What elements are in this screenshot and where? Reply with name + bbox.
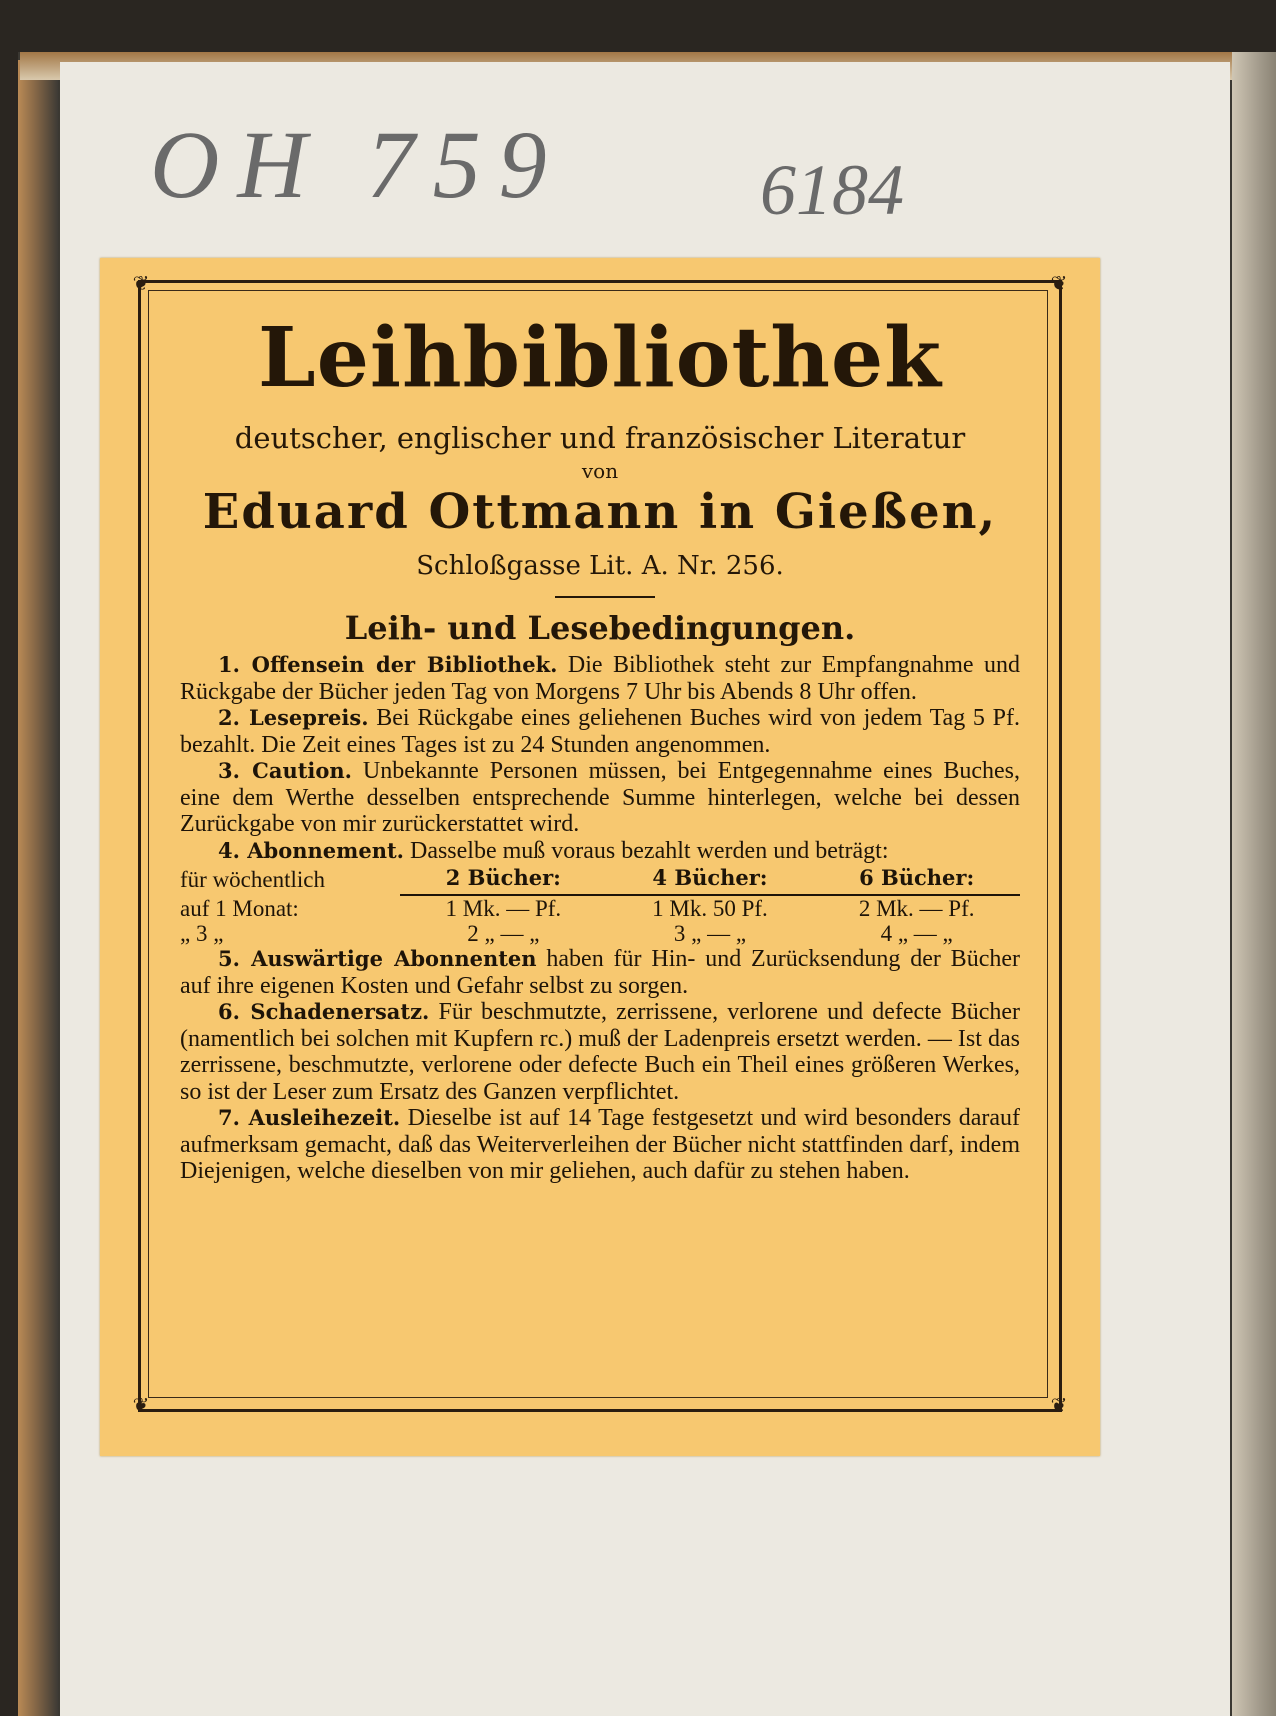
pencil-number: 6184 xyxy=(760,150,904,230)
clause-heading: 4. Abonnement. xyxy=(218,837,404,863)
table-cell: 1 Mk. — Pf. xyxy=(445,896,562,921)
clause-heading: 3. Caution. xyxy=(218,758,352,783)
table-header-cell: 6 Bücher: xyxy=(813,864,1020,895)
clause-2 xyxy=(180,705,1020,758)
label-owner: Eduard Ottmann in Gießen, xyxy=(202,484,998,540)
clause-heading: 6. Schadenersatz. xyxy=(218,999,430,1024)
table-row xyxy=(180,921,1020,946)
clause-1 xyxy=(180,652,1020,705)
corner-ornament-icon: ❦ xyxy=(1050,271,1068,295)
subscription-price-table xyxy=(180,864,1020,946)
spine-edge-right xyxy=(1232,52,1276,1716)
clause-text: Die Bibliothek steht zur Empfangnahme und Rückgabe der Bücher jeden Tag von Morgens 7 Uhr bis Abends 8 Uhr offen. xyxy=(180,652,1021,705)
corner-ornament-icon: ❦ xyxy=(132,1393,150,1417)
clause-heading: 5. Auswärtige Abonnenten xyxy=(218,946,537,971)
table-cell: 1 Mk. 50 Pf. xyxy=(652,896,768,921)
label-address: Schloßgasse Lit. A. Nr. 256. xyxy=(416,551,784,581)
pencil-shelfmark: OH 759 xyxy=(150,111,565,218)
clause-4 xyxy=(180,838,1020,865)
clause-heading: 2. Lesepreis. xyxy=(218,705,369,730)
clause-text: Unbekannte Personen müssen, bei Entgegennahme eines Buches, eine dem Werthe desselben entsprechende Summe hinterlegen, welche bei dessen Zurückgabe von mir zurückerstattet wird. xyxy=(180,758,1021,837)
conditions-body xyxy=(180,652,1020,1185)
clause-6 xyxy=(180,999,1020,1105)
table-header-cell: für wöchentlich xyxy=(180,867,325,892)
divider xyxy=(555,596,655,598)
library-label xyxy=(100,258,1100,1456)
corner-ornament-icon: ❦ xyxy=(1050,1393,1068,1417)
corner-ornament-icon: ❦ xyxy=(132,271,150,295)
table-cell: „ 3 „ xyxy=(180,921,224,946)
table-cell: 4 „ — „ xyxy=(880,921,953,946)
conditions-title: Leih- und Lesebedingungen. xyxy=(344,609,856,647)
table-cell: 2 Mk. — Pf. xyxy=(858,896,975,921)
table-header-cell: 4 Bücher: xyxy=(607,864,814,895)
clause-text: Für beschmutzte, zerrissene, verlorene und defecte Bücher (namentlich bei solchen mit Kupfern rc.) muß der Ladenpreis ersetzt werden. — Ist das zerrissene, beschmutzte, verlorene oder defecte Buch ein Theil eines größeren Werkes, so ist der Leser zum Ersatz des Ganzen verpflichtet. xyxy=(180,999,1021,1105)
clause-text: Bei Rückgabe eines geliehenen Buches wird von jedem Tag 5 Pf. bezahlt. Die Zeit eines Tages ist zu 24 Stunden angenommen. xyxy=(180,705,1021,758)
clause-heading: 7. Ausleihezeit. xyxy=(218,1105,401,1130)
clause-text: Dasselbe muß voraus bezahlt werden und beträgt: xyxy=(409,837,889,864)
table-header-row xyxy=(180,864,1020,895)
label-von: von xyxy=(581,459,619,483)
table-cell: 3 „ — „ xyxy=(673,921,747,946)
clause-text: Dieselbe ist auf 14 Tage festgesetzt und wird besonders darauf aufmerksam gemacht, daß das Weiterverleihen der Bücher nicht stattfinden darf, indem Diejenigen, welche dieselben von mir geliehen, auch dafür zu stehen haben. xyxy=(180,1105,1020,1184)
label-title: Leihbibliothek xyxy=(258,310,942,406)
clause-7 xyxy=(180,1105,1020,1185)
table-cell: auf 1 Monat: xyxy=(180,895,299,921)
clause-5 xyxy=(180,946,1020,999)
table-row xyxy=(180,895,1020,921)
clause-text: haben für Hin- und Zurücksendung der Bücher auf ihre eigenen Kosten und Gefahr selbst zu sorgen. xyxy=(180,946,1020,999)
clause-3 xyxy=(180,758,1020,838)
clause-heading: 1. Offensein der Bibliothek. xyxy=(218,652,558,677)
label-subtitle: deutscher, englischer und französischer Literatur xyxy=(234,421,966,455)
table-cell: 2 „ — „ xyxy=(467,921,540,946)
leather-edge-left xyxy=(18,60,58,1716)
table-header-cell: 2 Bücher: xyxy=(400,864,607,895)
